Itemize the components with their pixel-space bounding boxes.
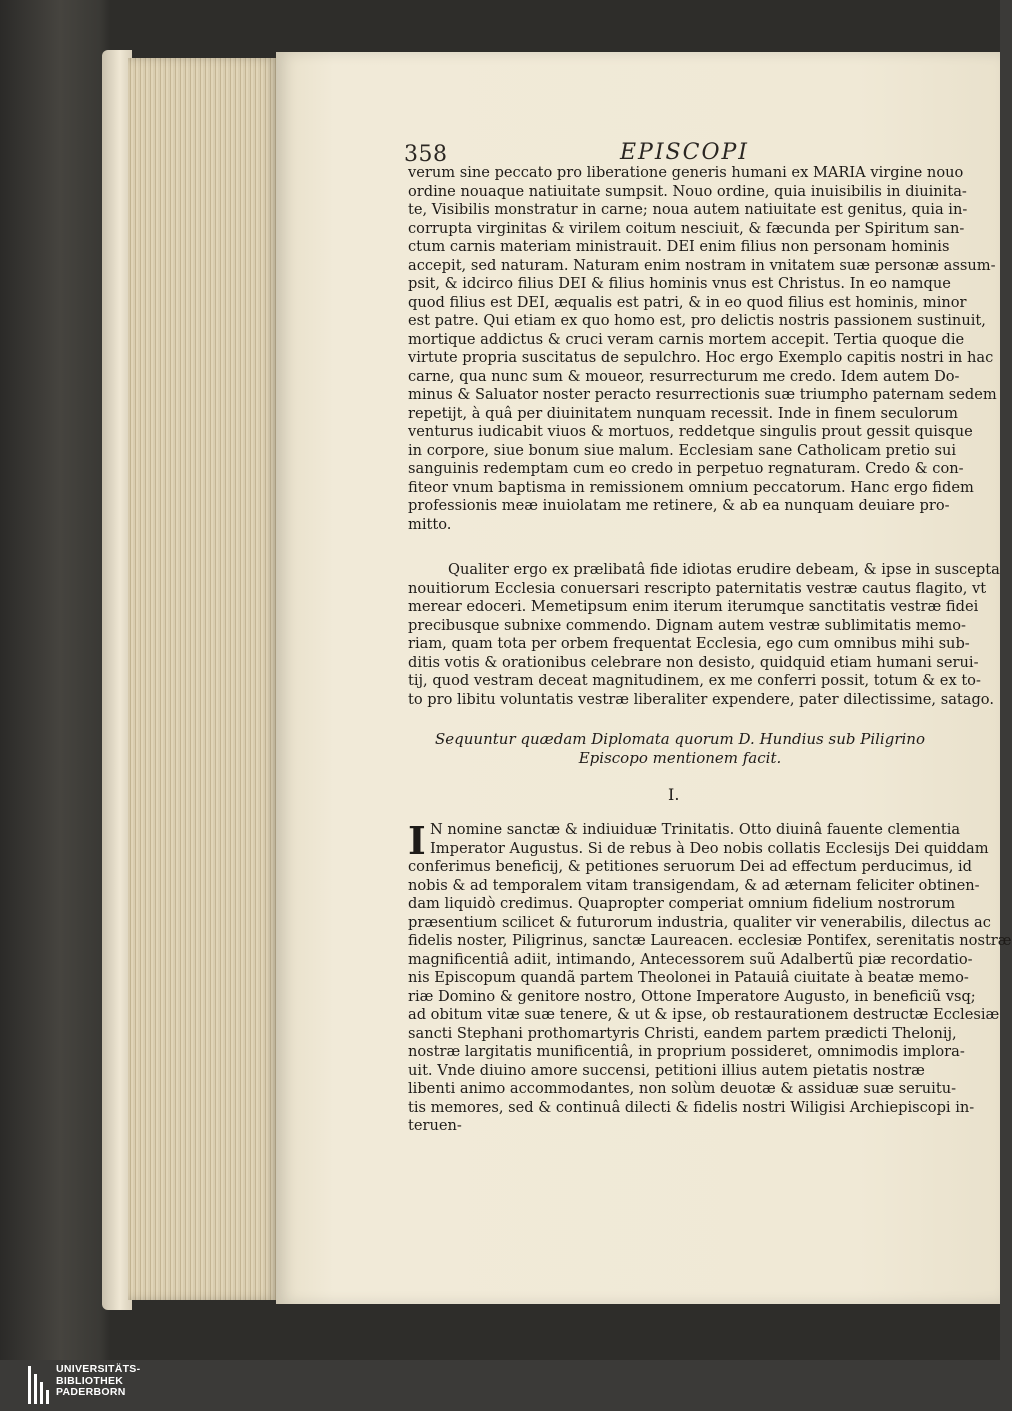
text-line: uit. Vnde diuino amore succensi, petitioni illius autem pietatis nostræ	[408, 1061, 925, 1079]
text-line: in corpore, siue bonum siue malum. Ecclesiam sane Catholicam pretio sui	[408, 441, 957, 459]
page-number: 358	[404, 142, 448, 167]
text-line: tij, quod vestram deceat magnitudinem, ex me conferri possit, totum & ex to-	[408, 672, 981, 689]
text-line: to pro libitu voluntatis vestræ liberaliter expendere, pater dilectissime, satago.	[408, 690, 994, 708]
section-heading	[400, 730, 960, 768]
text-line: Qualiter ergo ex prælibatâ fide idiotas erudire debeam, & ipse in suscepta	[448, 561, 1000, 578]
text-line: nouitiorum Ecclesia conuersari rescripto paternitatis vestræ cautus flagito, vt	[408, 579, 987, 597]
section-heading-line: Sequuntur quædam Diplomata quorum D. Hundius sub Piligrino	[435, 730, 925, 748]
text-line: sancti Stephani prothomartyris Christi, eandem partem prædicti Thelonij,	[408, 1024, 957, 1042]
text-line: riam, quam tota per orbem frequentat Ecclesia, ego cum omnibus mihi sub-	[408, 635, 970, 652]
text-line: magnificentiâ adiit, intimando, Antecessorem suũ Adalbertũ piæ recordatio-	[408, 950, 973, 968]
text-line: fidelis noster, Piligrinus, sanctæ Laureacen. ecclesiæ Pontifex, serenitatis nostræ	[408, 932, 1012, 949]
text-line: virtute propria suscitatus de sepulchro. Hoc ergo Exemplo capitis nostri in hac	[408, 349, 994, 366]
text-line: verum sine peccato pro liberatione generis humani ex MARIA virgine nouo	[408, 164, 964, 181]
text-line: riæ Domino & genitore nostro, Ottone Imperatore Augusto, in beneficiũ vsq;	[408, 987, 976, 1005]
text-line: mitto.	[408, 515, 452, 533]
text-line: præsentium scilicet & futurorum industria, qualiter vir venerabilis, dilectus ac	[408, 913, 991, 931]
text-line: te, Visibilis monstratur in carne; noua autem natiuitate est genitus, quia in-	[408, 201, 968, 218]
text-line: nobis & ad temporalem vitam transigendam, & ad æternam feliciter obtinen-	[408, 876, 980, 894]
text-line: ctum carnis materiam ministrauit. DEI enim filius non personam hominis	[408, 238, 950, 255]
text-line: accepit, sed naturam. Naturam enim nostram in vnitatem suæ personæ assum-	[408, 256, 996, 274]
library-name-line: UNIVERSITÄTS-	[56, 1363, 141, 1375]
drop-cap: I	[408, 818, 426, 863]
text-line: ordine nouaque natiuitate sumpsit. Nouo ordine, quia inuisibilis in diuinita-	[408, 182, 967, 200]
footer-bar	[0, 1360, 1000, 1411]
text-line: nis Episcopum quandã partem Theolonei in Patauiâ ciuitate à beatæ memo-	[408, 969, 969, 986]
text-line: ditis votis & orationibus celebrare non desisto, quidquid etiam humani serui-	[408, 653, 979, 671]
text-line: minus & Saluator noster peracto resurrectionis suæ triumpho paternam sedem	[408, 386, 997, 403]
text-line: sanguinis redemptam cum eo credo in perpetuo regnaturam. Credo & con-	[408, 460, 964, 477]
diploma-text	[408, 818, 1012, 1136]
text-line: tis memores, sed & continuâ dilecti & fidelis nostri Wiligisi Archiepiscopi in-	[408, 1098, 975, 1116]
text-line: est patre. Qui etiam ex quo homo est, pro delictis nostris passionem sustinuit,	[408, 312, 986, 329]
text-line: quod filius est DEI, æqualis est patri, & in eo quod filius est hominis, minor	[408, 293, 967, 311]
text-line: venturus iudicabit viuos & mortuos, reddetque singulis prout gessit quisque	[408, 423, 973, 440]
request-paragraph	[408, 561, 1000, 709]
text-line: ad obitum vitæ suæ tenere, & ut & ipse, ob restaurationem destructæ Ecclesiæ	[408, 1006, 1000, 1023]
text-line: teruen-	[408, 1117, 462, 1134]
text-line: nostræ largitatis munificentiâ, in proprium possideret, omnimodis implora-	[408, 1043, 965, 1060]
text-line: conferimus beneficij, & petitiones seruorum Dei ad effectum perducimus, id	[408, 858, 972, 875]
page-edges	[128, 58, 278, 1300]
library-name-line: PADERBORN	[56, 1386, 126, 1398]
library-name-line: BIBLIOTHEK	[56, 1374, 124, 1387]
text-line: repetijt, à quâ per diuinitatem nunquam recessit. Inde in finem seculorum	[408, 404, 958, 422]
text-line: carne, qua nunc sum & moueor, resurrecturum me credo. Idem autem Do-	[408, 367, 960, 385]
text-line: professionis meæ inuiolatam me retinere, & ab ea nunquam deuiare pro-	[408, 497, 950, 514]
text-line: psit, & idcirco filius DEI & filius hominis vnus est Christus. In eo namque	[408, 275, 951, 292]
text-line: libenti animo accommodantes, non solùm deuotæ & assiduæ suæ seruitu-	[408, 1080, 957, 1097]
text-line: precibusque subnixe commendo. Dignam autem vestræ sublimitatis memo-	[408, 616, 966, 634]
library-name	[56, 1364, 140, 1399]
text-line: Imperator Augustus. Si de rebus à Deo nobis collatis Ecclesijs Dei quiddam	[430, 839, 989, 857]
text-line: corrupta virginitas & virilem coitum nesciuit, & fæcunda per Spiritum san-	[408, 219, 965, 237]
running-head: EPISCOPI	[620, 140, 749, 165]
profession-paragraph	[408, 164, 997, 534]
text-line: merear edoceri. Memetipsum enim iterum iterumque sanctitatis vestræ fidei	[408, 598, 979, 615]
section-number: I.	[668, 785, 680, 804]
text-line: N nomine sanctæ & indiuiduæ Trinitatis. Otto diuinâ fauente clementia	[430, 821, 961, 838]
section-heading-line: Episcopo mentionem facit.	[578, 749, 782, 767]
text-line: dam liquidò credimus. Quapropter comperiat omnium fidelium nostrorum	[408, 895, 956, 912]
library-logo-icon	[28, 1366, 50, 1404]
text-line: mortique addictus & cruci veram carnis mortem accepit. Tertia quoque die	[408, 330, 965, 348]
text-line: fiteor vnum baptisma in remissionem omnium peccatorum. Hanc ergo fidem	[408, 478, 974, 496]
